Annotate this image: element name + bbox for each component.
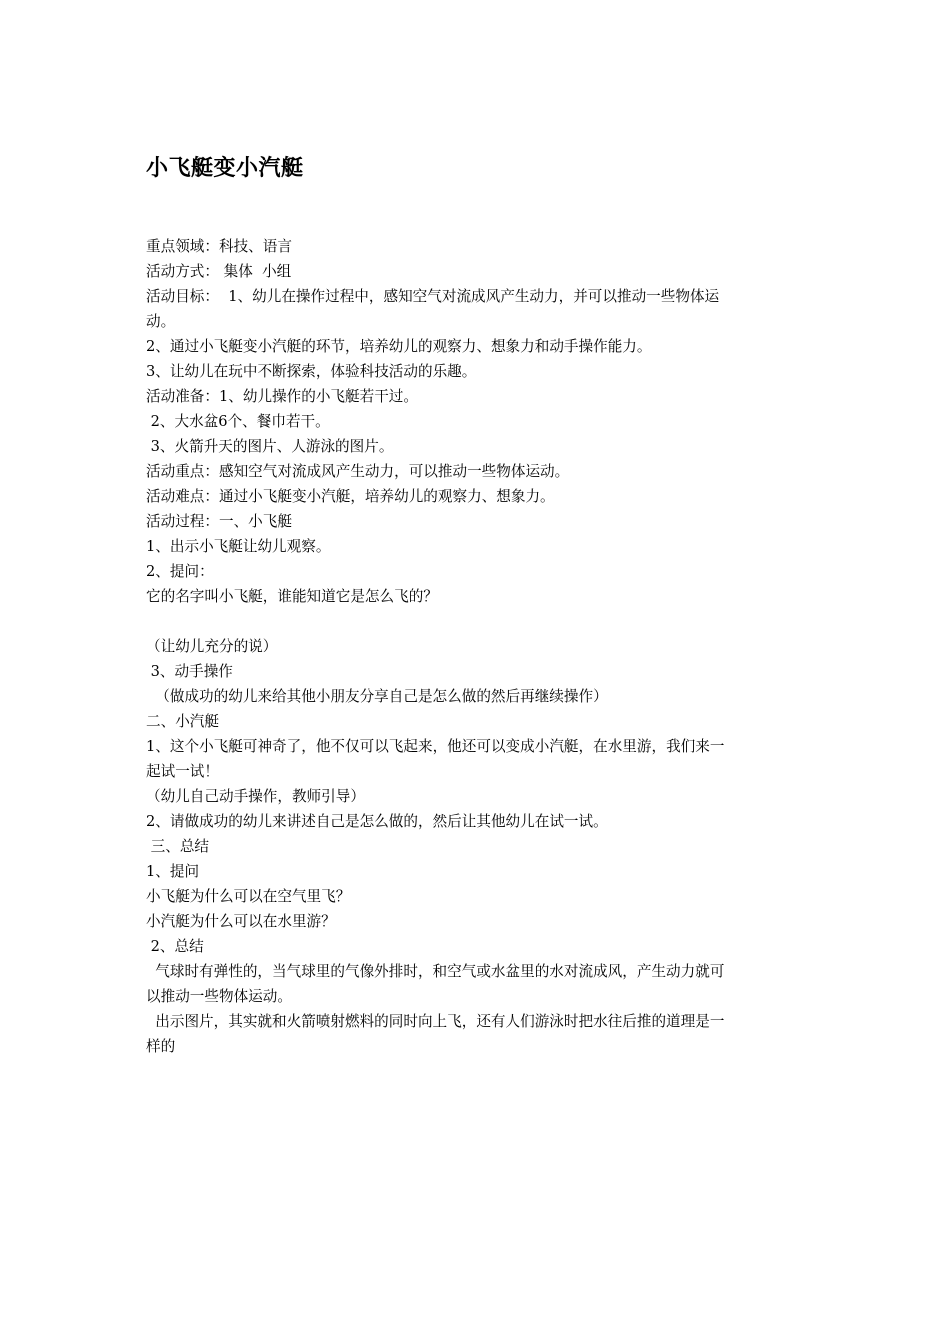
body-line: 二、小汽艇 (146, 713, 219, 730)
body-line: 活动目标： 1、幼儿在操作过程中，感知空气对流成风产生动力，并可以推动一些物体运 (146, 288, 720, 305)
body-line: 活动重点：感知空气对流成风产生动力，可以推动一些物体运动。 (146, 463, 570, 480)
body-line: 1、出示小飞艇让幼儿观察。 (146, 538, 331, 555)
body-line: 小汽艇为什么可以在水里游？ (146, 913, 336, 930)
body-line: 2、大水盆6个、餐巾若干。 (146, 413, 330, 430)
body-line: 出示图片，其实就和火箭喷射燃料的同时向上飞，还有人们游泳时把水往后推的道理是一 (146, 1013, 725, 1030)
body-line: 以推动一些物体运动。 (146, 988, 292, 1005)
body-line: 3、火箭升天的图片、人游泳的图片。 (146, 438, 394, 455)
body-line: 三、总结 (146, 838, 210, 855)
body-line: （做成功的幼儿来给其他小朋友分享自己是怎么做的然后再继续操作） (146, 688, 608, 705)
body-line: 活动难点：通过小飞艇变小汽艇，培养幼儿的观察力、想象力。 (146, 488, 555, 505)
document-body (146, 234, 810, 1059)
body-line: 1、这个小飞艇可神奇了，他不仅可以飞起来，他还可以变成小汽艇，在水里游，我们来一 (146, 738, 725, 755)
body-line: 活动过程：一、小飞艇 (146, 513, 292, 530)
document-title: 小飞艇变小汽艇 (146, 155, 304, 181)
body-line: （让幼儿充分的说） (146, 638, 278, 655)
body-line: 它的名字叫小飞艇，谁能知道它是怎么飞的？ (146, 588, 438, 605)
body-line: 2、通过小飞艇变小汽艇的环节，培养幼儿的观察力、想象力和动手操作能力。 (146, 338, 652, 355)
body-line: 3、让幼儿在玩中不断探索，体验科技活动的乐趣。 (146, 363, 477, 380)
body-line: 2、请做成功的幼儿来讲述自己是怎么做的，然后让其他幼儿在试一试。 (146, 813, 608, 830)
body-line: 活动准备：1、幼儿操作的小飞艇若干过。 (146, 388, 418, 405)
blank-line (146, 609, 810, 634)
body-line: 2、提问： (146, 563, 214, 580)
body-line: 2、总结 (146, 938, 204, 955)
body-line: 重点领域：科技、语言 (146, 238, 292, 255)
body-line: 气球时有弹性的，当气球里的气像外排时，和空气或水盆里的水对流成风，产生动力就可 (146, 963, 725, 980)
body-line: 样的 (146, 1038, 176, 1055)
body-line: （幼儿自己动手操作，教师引导） (146, 788, 365, 805)
body-line: 动。 (146, 313, 176, 330)
body-line: 起试一试！ (146, 763, 219, 780)
body-line: 小飞艇为什么可以在空气里飞？ (146, 888, 351, 905)
body-line: 活动方式： 集体 小组 (146, 263, 292, 280)
body-line: 3、动手操作 (146, 663, 233, 680)
body-line: 1、提问 (146, 863, 200, 880)
